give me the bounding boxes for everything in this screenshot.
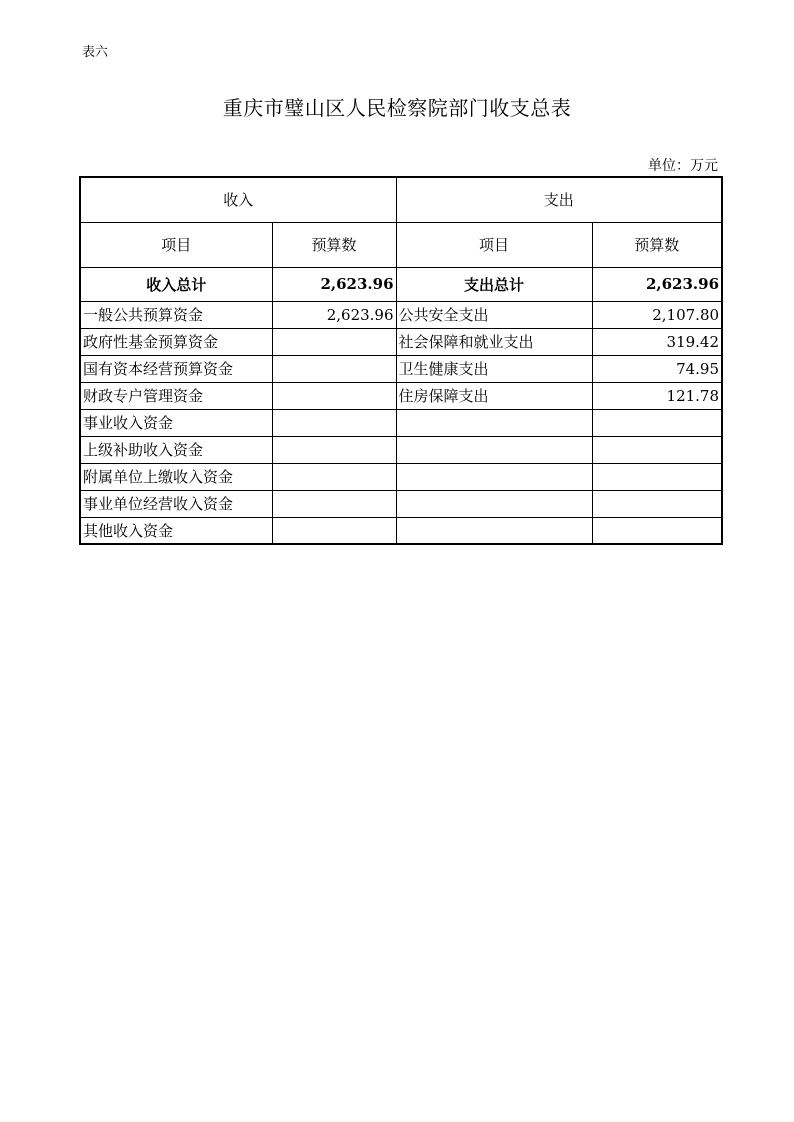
expenditure-item-cell	[396, 436, 592, 463]
expenditure-item-cell: 住房保障支出	[396, 382, 592, 409]
income-item-cell: 上级补助收入资金	[80, 436, 272, 463]
expenditure-budget-cell: 319.42	[592, 328, 722, 355]
expenditure-item-cell: 卫生健康支出	[396, 355, 592, 382]
expenditure-budget-cell	[592, 409, 722, 436]
income-total-label: 收入总计	[80, 267, 272, 301]
expenditure-item-cell: 公共安全支出	[396, 301, 592, 328]
expenditure-item-header: 项目	[396, 222, 592, 267]
expenditure-budget-cell: 74.95	[592, 355, 722, 382]
income-item-cell: 事业单位经营收入资金	[80, 490, 272, 517]
table-row	[80, 436, 722, 463]
income-budget-cell	[272, 382, 396, 409]
income-budget-cell: 2,623.96	[272, 301, 396, 328]
expenditure-total-value: 2,623.96	[592, 267, 722, 301]
expenditure-budget-header: 预算数	[592, 222, 722, 267]
income-item-cell: 财政专户管理资金	[80, 382, 272, 409]
unit-label: 单位：万元	[648, 158, 718, 174]
table-row	[80, 409, 722, 436]
expenditure-group-header: 支出	[396, 177, 722, 222]
expenditure-total-label: 支出总计	[396, 267, 592, 301]
expenditure-budget-cell: 121.78	[592, 382, 722, 409]
income-item-cell: 事业收入资金	[80, 409, 272, 436]
income-budget-cell	[272, 436, 396, 463]
table-number: 表六	[82, 45, 109, 60]
income-item-cell: 国有资本经营预算资金	[80, 355, 272, 382]
table-row	[80, 301, 722, 328]
income-budget-cell	[272, 355, 396, 382]
expenditure-item-cell: 社会保障和就业支出	[396, 328, 592, 355]
total-row	[80, 267, 722, 301]
income-budget-header: 预算数	[272, 222, 396, 267]
table-row	[80, 463, 722, 490]
income-budget-cell	[272, 409, 396, 436]
income-item-cell: 附属单位上缴收入资金	[80, 463, 272, 490]
income-item-cell: 其他收入资金	[80, 517, 272, 544]
income-budget-cell	[272, 517, 396, 544]
income-group-header: 收入	[80, 177, 396, 222]
table-row	[80, 490, 722, 517]
expenditure-item-cell	[396, 463, 592, 490]
expenditure-budget-cell	[592, 463, 722, 490]
table-row	[80, 328, 722, 355]
page-title: 重庆市璧山区人民检察院部门收支总表	[222, 96, 572, 120]
expenditure-budget-cell	[592, 490, 722, 517]
expenditure-item-cell	[396, 490, 592, 517]
income-budget-cell	[272, 490, 396, 517]
group-header-row	[80, 177, 722, 222]
income-budget-cell	[272, 463, 396, 490]
table-row	[80, 355, 722, 382]
expenditure-budget-cell	[592, 436, 722, 463]
income-budget-cell	[272, 328, 396, 355]
column-header-row	[80, 222, 722, 267]
income-item-cell: 一般公共预算资金	[80, 301, 272, 328]
expenditure-item-cell	[396, 409, 592, 436]
expenditure-item-cell	[396, 517, 592, 544]
table-row	[80, 382, 722, 409]
expenditure-budget-cell: 2,107.80	[592, 301, 722, 328]
revenue-expenditure-table	[79, 176, 723, 545]
table-row	[80, 517, 722, 544]
income-item-header: 项目	[80, 222, 272, 267]
income-item-cell: 政府性基金预算资金	[80, 328, 272, 355]
income-total-value: 2,623.96	[272, 267, 396, 301]
expenditure-budget-cell	[592, 517, 722, 544]
